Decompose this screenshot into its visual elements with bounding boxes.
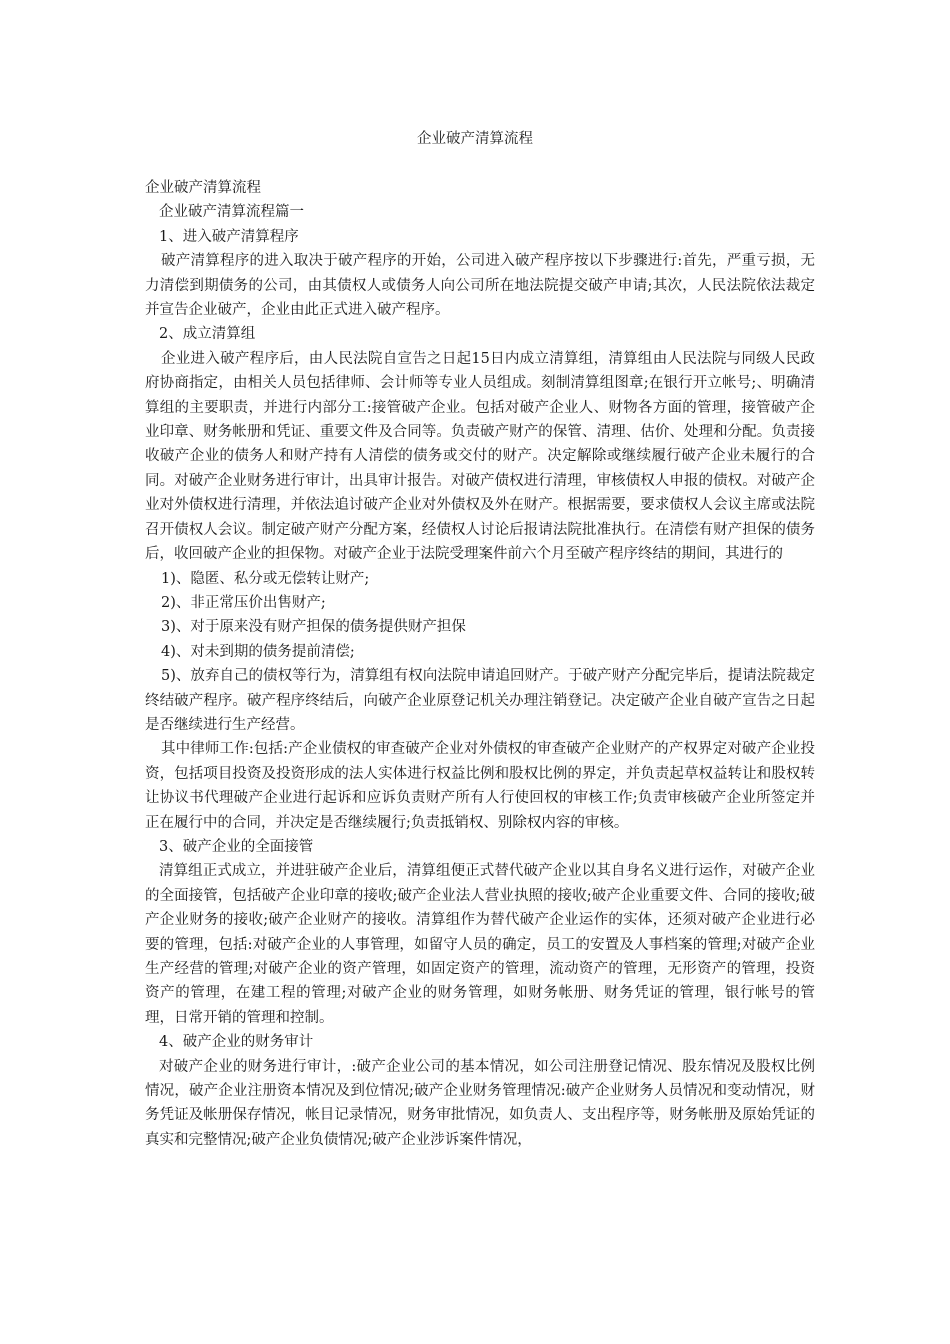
- document-title: 企业破产清算流程: [417, 131, 533, 147]
- paragraph: 5)、放弃自己的债权等行为，清算组有权向法院申请追回财产。于破产财产分配完毕后，提请法院裁定终结破产程序。破产程序终结后，向破产企业原登记机关办理注销登记。决定破产企业自破产宣告之日起是否继续进行生产经营。: [145, 668, 815, 733]
- paragraph: 3、破产企业的全面接管: [159, 838, 314, 855]
- paragraph: 对破产企业的财务进行审计，:破产企业公司的基本情况，如公司注册登记情况、股东情况及股权比例情况，破产企业注册资本情况及到位情况;破产企业财务管理情况:破产企业财务人员情况和变动情况，财务凭证及帐册保存情况，帐目记录情况，财务审批情况，如负责人、支出程序等，财务帐册及原始凭证的真实和完整情况;破产企业负债情况;破产企业涉诉案件情况，: [145, 1058, 815, 1148]
- paragraph: 4)、对未到期的债务提前清偿;: [161, 643, 355, 660]
- paragraph: 破产清算程序的进入取决于破产程序的开始，公司进入破产程序按以下步骤进行:首先，严重亏损，无力清偿到期债务的公司，由其债权人或债务人向公司所在地法院提交破产申请;其次，人民法院依法裁定并宣告企业破产，企业由此正式进入破产程序。: [145, 253, 815, 319]
- paragraph: 2)、非正常压价出售财产;: [161, 594, 326, 611]
- paragraph: 3)、对于原来没有财产担保的债务提供财产担保: [161, 619, 466, 636]
- paragraph: 4、破产企业的财务审计: [159, 1034, 314, 1051]
- paragraph: 清算组正式成立，并进驻破产企业后，清算组便正式替代破产企业以其自身名义进行运作，对破产企业的全面接管，包括破产企业印章的接收;破产企业法人营业执照的接收;破产企业重要文件、合同的接收;破产企业财务的接收;破产企业财产的接收。清算组作为替代破产企业运作的实体，还须对破产企业进行必要的管理，包括:对破产企业的人事管理，如留守人员的确定，员工的安置及人事档案的管理;对破产企业生产经营的管理;对破产企业的资产管理，如固定资产的管理，流动资产的管理，无形资产的管理，投资资产的管理，在建工程的管理;对破产企业的财务管理，如财务帐册、财务凭证的管理，银行帐号的管理，日常开销的管理和控制。: [145, 863, 815, 1026]
- paragraph: 企业破产清算流程: [145, 180, 261, 196]
- paragraph: 1)、隐匿、私分或无偿转让财产;: [161, 570, 370, 587]
- paragraph: 其中律师工作:包括:产企业债权的审查破产企业对外债权的审查破产企业财产的产权界定对破产企业投资，包括项目投资及投资形成的法人实体进行权益比例和股权比例的界定，并负责起草权益转让和股权转让协议书代理破产企业进行起诉和应诉负责财产所有人行使回权的审核工作;负责审核破产企业所签定并正在履行中的合同，并决定是否继续履行;负责抵销权、别除权内容的审核。: [145, 741, 815, 831]
- document-body: [145, 176, 815, 1152]
- paragraph: 1、进入破产清算程序: [159, 228, 299, 245]
- paragraph: 2、成立清算组: [159, 326, 256, 343]
- paragraph: 企业进入破产程序后，由人民法院自宣告之日起15日内成立清算组，清算组由人民法院与同级人民政府协商指定，由相关人员包括律师、会计师等专业人员组成。刻制清算组图章;在银行开立帐号;、明确清算组的主要职责，并进行内部分工:接管破产企业。包括对破产企业人、财物各方面的管理，接管破产企业印章、财务帐册和凭证、重要文件及合同等。负责破产财产的保管、清理、估价、处理和分配。负责接收破产企业的债务人和财产持有人清偿的债务或交付的财产。决定解除或继续履行破产企业未履行的合同。对破产企业财务进行审计，出具审计报告。对破产债权进行清理，审核债权人申报的债权。对破产企业对外债权进行清理，并依法追讨破产企业对外债权及外在财产。根据需要，要求债权人会议主席或法院召开债权人会议。制定破产财产分配方案，经债权人讨论后报请法院批准执行。在清偿有财产担保的债务后，收回破产企业的担保物。对破产企业于法院受理案件前六个月至破产程序终结的期间，其进行的: [145, 350, 815, 563]
- paragraph: 企业破产清算流程篇一: [159, 204, 304, 221]
